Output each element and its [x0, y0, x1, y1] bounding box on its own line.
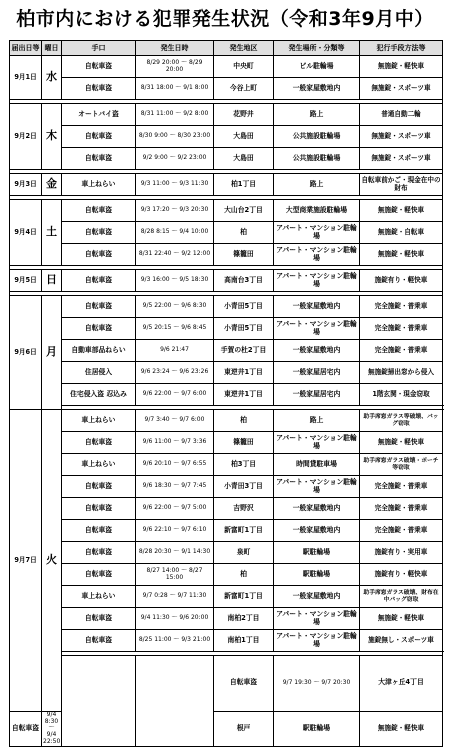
area-cell: 篠籠田 — [214, 432, 274, 454]
header-day: 曜日 — [42, 41, 62, 56]
area-cell: 大島田 — [214, 148, 274, 170]
datetime-cell: 8/27 14:00 ～ 8/27 15:00 — [136, 564, 214, 586]
table-row — [10, 454, 443, 476]
header-time: 発生日時 — [136, 41, 214, 56]
area-cell: 柏 — [214, 222, 274, 244]
datetime-cell: 9/3 11:00 ～ 9/3 11:30 — [136, 174, 214, 196]
method-cell: 施錠無し・スポーツ車 — [360, 630, 443, 652]
area-cell: 東逆井1丁目 — [214, 362, 274, 384]
table-row — [10, 222, 443, 244]
datetime-cell: 9/6 22:00 ～ 9/7 6:00 — [136, 384, 214, 406]
datetime-cell: 9/6 21:47 — [136, 340, 214, 362]
date-cell: 9月5日 — [10, 270, 42, 292]
method-cell: 助手席窓ガラス破壊・ポーチ等窃取 — [360, 454, 443, 476]
crime-type-cell: オートバイ盗 — [62, 104, 136, 126]
crime-type-cell: 車上ねらい — [62, 586, 136, 608]
place-cell: アパート・マンション駐輪場 — [274, 318, 360, 340]
datetime-cell: 9/3 17:20 ～ 9/3 20:30 — [136, 200, 214, 222]
datetime-cell: 9/4 8:30 ～ 9/4 22:50 — [43, 711, 61, 746]
crime-table — [9, 40, 443, 747]
table-row — [10, 520, 443, 542]
table-row — [10, 476, 443, 498]
table-row — [10, 104, 443, 126]
date-cell: 9月4日 — [10, 200, 42, 266]
datetime-cell: 9/6 20:10 ～ 9/7 6:55 — [136, 454, 214, 476]
table-row — [10, 244, 443, 266]
weekday-cell — [136, 656, 214, 747]
area-cell: 小青田5丁目 — [214, 318, 274, 340]
table-row — [10, 200, 443, 222]
area-cell: 小青田5丁目 — [214, 296, 274, 318]
table-row — [10, 362, 443, 384]
datetime-cell: 8/29 20:00 ～ 8/29 20:00 — [136, 56, 214, 78]
crime-type-cell: 自転車盗 — [62, 542, 136, 564]
header-method: 犯行手段方法等 — [360, 41, 443, 56]
place-cell: 時間貸駐車場 — [274, 454, 360, 476]
method-cell: 自転車前かご・現金在中の財布 — [360, 174, 443, 196]
datetime-cell: 9/2 9:00 ～ 9/2 23:00 — [136, 148, 214, 170]
weekday-cell: 土 — [42, 200, 62, 266]
place-cell: 一般家屋居宅内 — [274, 362, 360, 384]
date-cell: 9月6日 — [10, 296, 42, 410]
area-cell: 南柏2丁目 — [214, 608, 274, 630]
area-cell: 吉野沢 — [214, 498, 274, 520]
area-cell: 柏 — [214, 410, 274, 432]
place-cell: 一般家屋敷地内 — [274, 520, 360, 542]
method-cell: 施錠有り・軽快車 — [360, 564, 443, 586]
crime-type-cell: 自転車盗 — [62, 270, 136, 292]
place-cell: 路上 — [274, 410, 360, 432]
datetime-cell: 8/28 8:15 ～ 9/4 10:00 — [136, 222, 214, 244]
table-row — [10, 318, 443, 340]
header-date: 届出日等 — [10, 41, 42, 56]
datetime-cell: 9/7 3:40 ～ 9/7 6:00 — [136, 410, 214, 432]
place-cell: 一般家屋敷地内 — [274, 586, 360, 608]
crime-type-cell: 自転車盗 — [62, 520, 136, 542]
method-cell: 助手席窓ガラス破壊、財布在中バッグ窃取 — [360, 586, 443, 608]
table-row — [10, 56, 443, 78]
table-row — [10, 174, 443, 196]
crime-type-cell: 自転車盗 — [62, 318, 136, 340]
crime-type-cell: 自転車盗 — [62, 630, 136, 652]
place-cell: アパート・マンション駐輪場 — [274, 270, 360, 292]
crime-type-cell: 自転車盗 — [62, 476, 136, 498]
method-cell: 助手席窓ガラス等破壊、バッグ窃取 — [360, 410, 443, 432]
table-row — [10, 586, 443, 608]
method-cell: 施錠有り・軽快車 — [360, 270, 443, 292]
table-row — [10, 126, 443, 148]
method-cell: 完全施錠・普乗車 — [360, 476, 443, 498]
area-cell: 柏1丁目 — [214, 174, 274, 196]
datetime-cell: 9/4 11:30 ～ 9/6 20:00 — [136, 608, 214, 630]
place-cell: 一般家屋敷地内 — [274, 498, 360, 520]
method-cell: 普通自動二輪 — [360, 104, 443, 126]
datetime-cell: 9/6 22:00 ～ 9/7 5:00 — [136, 498, 214, 520]
date-cell: 9月7日 — [10, 410, 42, 712]
crime-type-cell: 自転車盗 — [62, 222, 136, 244]
area-cell: 新富町1丁目 — [214, 520, 274, 542]
place-cell: 一般家屋敷地内 — [274, 78, 360, 100]
place-cell: ビル駐輪場 — [274, 56, 360, 78]
method-cell: 完全施錠・普乗車 — [360, 296, 443, 318]
place-cell: 一般家屋敷地内 — [274, 296, 360, 318]
area-cell: 大島田 — [214, 126, 274, 148]
datetime-cell: 9/3 16:00 ～ 9/5 18:30 — [136, 270, 214, 292]
crime-type-cell: 自転車盗 — [62, 432, 136, 454]
method-cell: 完全施錠・普乗車 — [360, 340, 443, 362]
place-cell: アパート・マンション駐輪場 — [274, 630, 360, 652]
place-cell: アパート・マンション駐輪場 — [274, 608, 360, 630]
date-cell: 9月3日 — [10, 174, 42, 196]
crime-type-cell: 自転車盗 — [62, 564, 136, 586]
crime-type-cell: 自転車盗 — [10, 711, 42, 746]
table-row — [10, 656, 443, 712]
area-cell: 篠籠田 — [214, 244, 274, 266]
area-cell: 大山台2丁目 — [214, 200, 274, 222]
datetime-cell: 8/25 11:00 ～ 9/3 21:00 — [136, 630, 214, 652]
place-cell: 路上 — [274, 174, 360, 196]
crime-type-cell: 自転車盗 — [62, 244, 136, 266]
datetime-cell: 8/30 9:00 ～ 8/30 23:00 — [136, 126, 214, 148]
method-cell: 無施錠・軽快車 — [360, 200, 443, 222]
crime-type-cell: 自転車盗 — [62, 498, 136, 520]
crime-type-cell: 自転車盗 — [62, 148, 136, 170]
area-cell: 柏 — [214, 564, 274, 586]
datetime-cell: 9/6 22:10 ～ 9/7 6:10 — [136, 520, 214, 542]
page-title: 柏市内における犯罪発生状況（令和3年9月中） — [16, 8, 434, 30]
place-cell: 大型商業施設駐輪場 — [274, 200, 360, 222]
crime-type-cell: 自転車盗 — [62, 200, 136, 222]
method-cell: 無施錠・軽快車 — [360, 432, 443, 454]
table-row — [10, 340, 443, 362]
method-cell: 無施錠・スポーツ車 — [360, 126, 443, 148]
crime-type-cell: 住宅侵入盗 忍込み — [62, 384, 136, 406]
datetime-cell: 8/28 20:30 ～ 9/1 14:30 — [136, 542, 214, 564]
place-cell: 駅駐輪場 — [274, 711, 360, 746]
weekday-cell: 金 — [42, 174, 62, 196]
table-row — [10, 148, 443, 170]
header-place: 発生場所・分類等 — [274, 41, 360, 56]
place-cell: 駅駐輪場 — [274, 564, 360, 586]
method-cell: 施錠有り・実用車 — [360, 542, 443, 564]
method-cell: 無施錠掃出窓から侵入 — [360, 362, 443, 384]
place-cell: アパート・マンション駐輪場 — [274, 244, 360, 266]
table-body — [10, 56, 443, 747]
method-cell: 無施錠・軽快車 — [360, 711, 443, 746]
method-cell: 無施錠・スポーツ車 — [360, 148, 443, 170]
method-cell: 無施錠・軽快車 — [360, 56, 443, 78]
table-row — [10, 410, 443, 432]
crime-type-cell: 住居侵入 — [62, 362, 136, 384]
area-cell: 東逆井1丁目 — [214, 384, 274, 406]
area-cell: 高南台3丁目 — [214, 270, 274, 292]
method-cell: 1階玄関・現金窃取 — [360, 384, 443, 406]
crime-type-cell: 自転車盗 — [62, 296, 136, 318]
crime-type-cell: 自転車盗 — [62, 56, 136, 78]
date-cell: 9月1日 — [10, 56, 42, 100]
crime-type-cell: 車上ねらい — [62, 174, 136, 196]
datetime-cell: 9/7 0:28 ～ 9/7 11:30 — [136, 586, 214, 608]
place-cell: 公共施設駐輪場 — [274, 148, 360, 170]
table-row — [10, 630, 443, 652]
weekday-cell: 日 — [42, 270, 62, 292]
method-cell: 完全施錠・普乗車 — [360, 520, 443, 542]
method-cell: 完全施錠・普乗車 — [360, 498, 443, 520]
method-cell: 無施錠・軽快車 — [360, 244, 443, 266]
datetime-cell: 8/31 18:00 ～ 9/1 8:00 — [136, 78, 214, 100]
area-cell: 今谷上町 — [214, 78, 274, 100]
crime-type-cell: 自転車盗 — [62, 78, 136, 100]
table-row — [10, 564, 443, 586]
place-cell: 一般家屋居宅内 — [274, 384, 360, 406]
datetime-cell: 9/7 19:30 ～ 9/7 20:30 — [274, 656, 360, 712]
table-row — [10, 608, 443, 630]
area-cell: 泉町 — [214, 542, 274, 564]
area-cell: 新富町1丁目 — [214, 586, 274, 608]
place-cell: アパート・マンション駐輪場 — [274, 432, 360, 454]
table-row — [10, 542, 443, 564]
datetime-cell: 9/5 20:15 ～ 9/6 8:45 — [136, 318, 214, 340]
method-cell: 無施錠・自転車 — [360, 222, 443, 244]
table-row — [10, 296, 443, 318]
table-row — [10, 270, 443, 292]
area-cell: 根戸 — [214, 711, 274, 746]
datetime-cell: 9/6 18:30 ～ 9/7 7:45 — [136, 476, 214, 498]
place-cell: 一般家屋敷地内 — [274, 340, 360, 362]
place-cell: 駅駐輪場 — [274, 542, 360, 564]
table-row — [10, 78, 443, 100]
crime-type-cell: 自動車部品ねらい — [62, 340, 136, 362]
method-cell: 無施錠・軽快車 — [360, 608, 443, 630]
datetime-cell: 9/6 11:00 ～ 9/7 3:36 — [136, 432, 214, 454]
table-row — [10, 498, 443, 520]
date-cell: 9月2日 — [10, 104, 42, 170]
table-row — [10, 432, 443, 454]
crime-type-cell: 自転車盗 — [62, 608, 136, 630]
area-cell: 柏3丁目 — [214, 454, 274, 476]
weekday-cell: 月 — [42, 296, 62, 410]
table-row — [10, 384, 443, 406]
area-cell: 中央町 — [214, 56, 274, 78]
datetime-cell: 9/5 22:00 ～ 9/6 8:30 — [136, 296, 214, 318]
header-type: 手口 — [62, 41, 136, 56]
date-cell — [62, 656, 136, 747]
header-area: 発生地区 — [214, 41, 274, 56]
place-cell: 路上 — [274, 104, 360, 126]
method-cell: 完全施錠・普乗車 — [360, 318, 443, 340]
place-cell: アパート・マンション駐輪場 — [274, 476, 360, 498]
crime-type-cell: 自転車盗 — [62, 126, 136, 148]
datetime-cell: 8/31 11:00 ～ 9/2 8:00 — [136, 104, 214, 126]
crime-type-cell: 自転車盗 — [214, 656, 274, 712]
datetime-cell: 9/6 23:24 ～ 9/6 23:26 — [136, 362, 214, 384]
place-cell: 公共施設駐輪場 — [274, 126, 360, 148]
table-header-row — [10, 41, 443, 56]
place-cell: アパート・マンション駐輪場 — [274, 222, 360, 244]
area-cell: 花野井 — [214, 104, 274, 126]
area-cell: 大津ヶ丘4丁目 — [360, 656, 443, 712]
area-cell: 小青田3丁目 — [214, 476, 274, 498]
area-cell: 南柏1丁目 — [214, 630, 274, 652]
method-cell: 無施錠・スポーツ車 — [360, 78, 443, 100]
weekday-cell: 火 — [42, 410, 62, 712]
crime-type-cell: 車上ねらい — [62, 454, 136, 476]
crime-type-cell: 車上ねらい — [62, 410, 136, 432]
weekday-cell: 水 — [42, 56, 62, 100]
weekday-cell: 木 — [42, 104, 62, 170]
area-cell: 手賀の杜2丁目 — [214, 340, 274, 362]
datetime-cell: 8/31 22:40 ～ 9/2 12:00 — [136, 244, 214, 266]
